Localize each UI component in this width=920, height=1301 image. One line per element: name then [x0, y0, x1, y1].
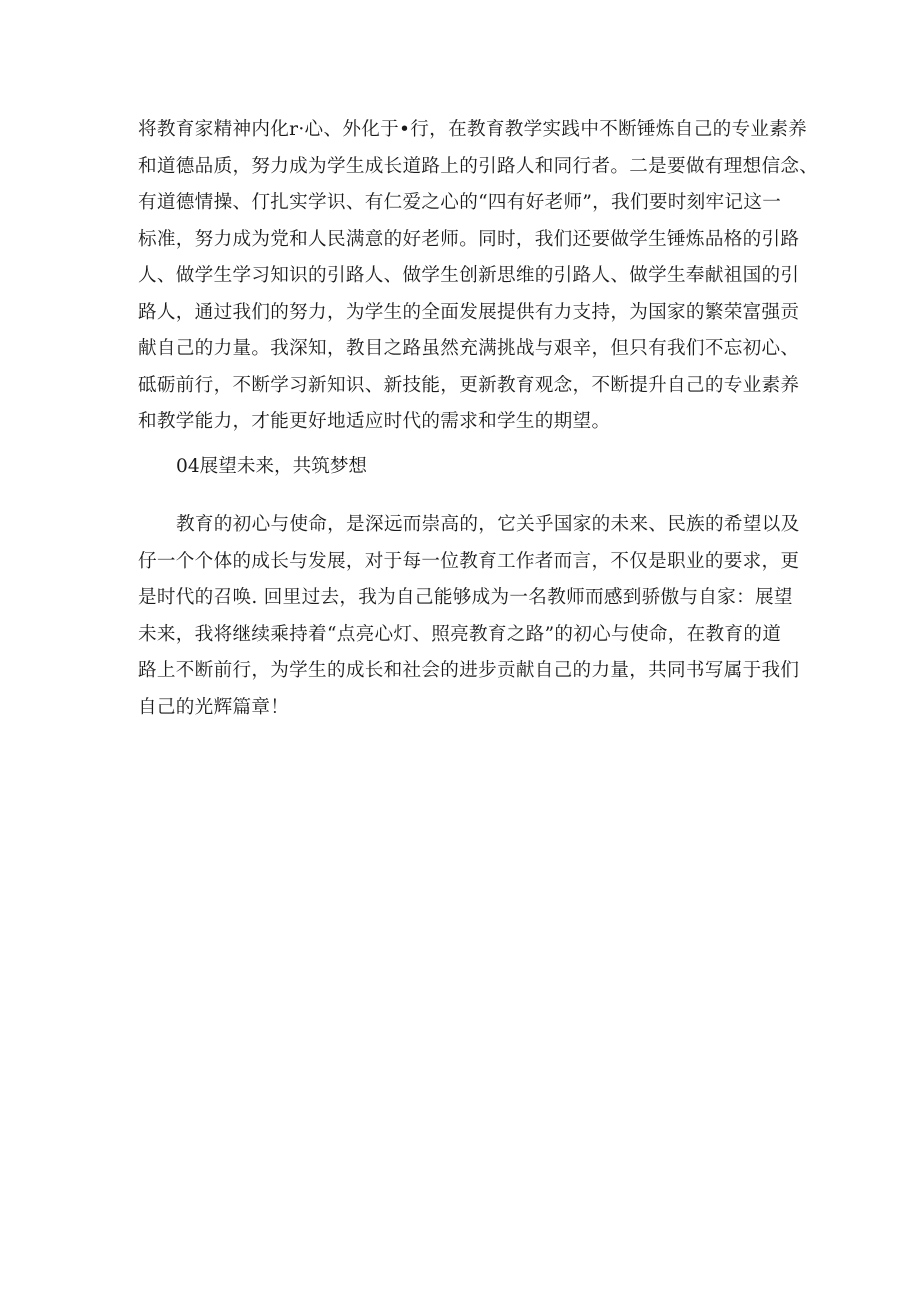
paragraph-line: 路人，通过我们的努力，为学生的全面发展提供有力支持，为国家的繁荣富强贡: [138, 301, 800, 323]
paragraph-line: 仔一个个体的成长与发展，对于每一位教育工作者而言，不仅是职业的要求，更: [138, 550, 800, 572]
paragraph-line: 将教育家精神内化r·心、外化于•行，在教育教学实践中不断锤炼自己的专业素养: [138, 119, 808, 140]
paragraph-line: 自己的光辉篇章！: [138, 696, 290, 718]
paragraph-line: 标准，努力成为党和人民满意的好老师。同时，我们还要做学生锤炼品格的引路: [138, 228, 800, 250]
paragraph-line: 和教学能力，才能更好地适应时代的需求和学生的期望。: [138, 411, 611, 432]
paragraph-1: [138, 112, 819, 441]
paragraph-line: 路上不断前行，为学生的成长和社会的进步贡献自己的力量，共同书写属于我们: [138, 660, 800, 681]
paragraph-line: 是时代的召唤. 回里过去，我为自己能够成为一名教师而感到骄傲与自家：展望: [138, 587, 793, 608]
paragraph-line: 教育的初心与使命，是深远而崇高的，它关乎国家的未来、民族的希望以及: [176, 514, 800, 535]
paragraph-line: 人、做学生学习知识的引路人、做学生创新思维的引路人、做学生奉献祖国的引: [138, 265, 800, 286]
paragraph-line: 和道德品质，努力成为学生成长道路上的引路人和同行者。二是要做有理想信念、: [138, 155, 819, 177]
paragraph-line: 未来，我将继续乘持着“点亮心灯、照亮教育之路”的初心与使命，在教育的道: [138, 623, 782, 645]
document-body: [138, 112, 819, 726]
paragraph-line: 献自己的力量。我深知，教目之路虽然充满挑战与艰辛，但只有我们不忘初心、: [138, 338, 800, 359]
paragraph-line: 砥砺前行，不断学习新知识、新技能，更新教育观念，不断提升自己的专业素养: [138, 374, 800, 396]
section-heading: 04展望未来，共筑梦想: [176, 455, 368, 477]
paragraph-2: [138, 507, 800, 726]
paragraph-line: 有道德情操、仃扎实学识、有仁爱之心的“四有好老师”，我们要时刻牢记这一: [138, 192, 782, 213]
